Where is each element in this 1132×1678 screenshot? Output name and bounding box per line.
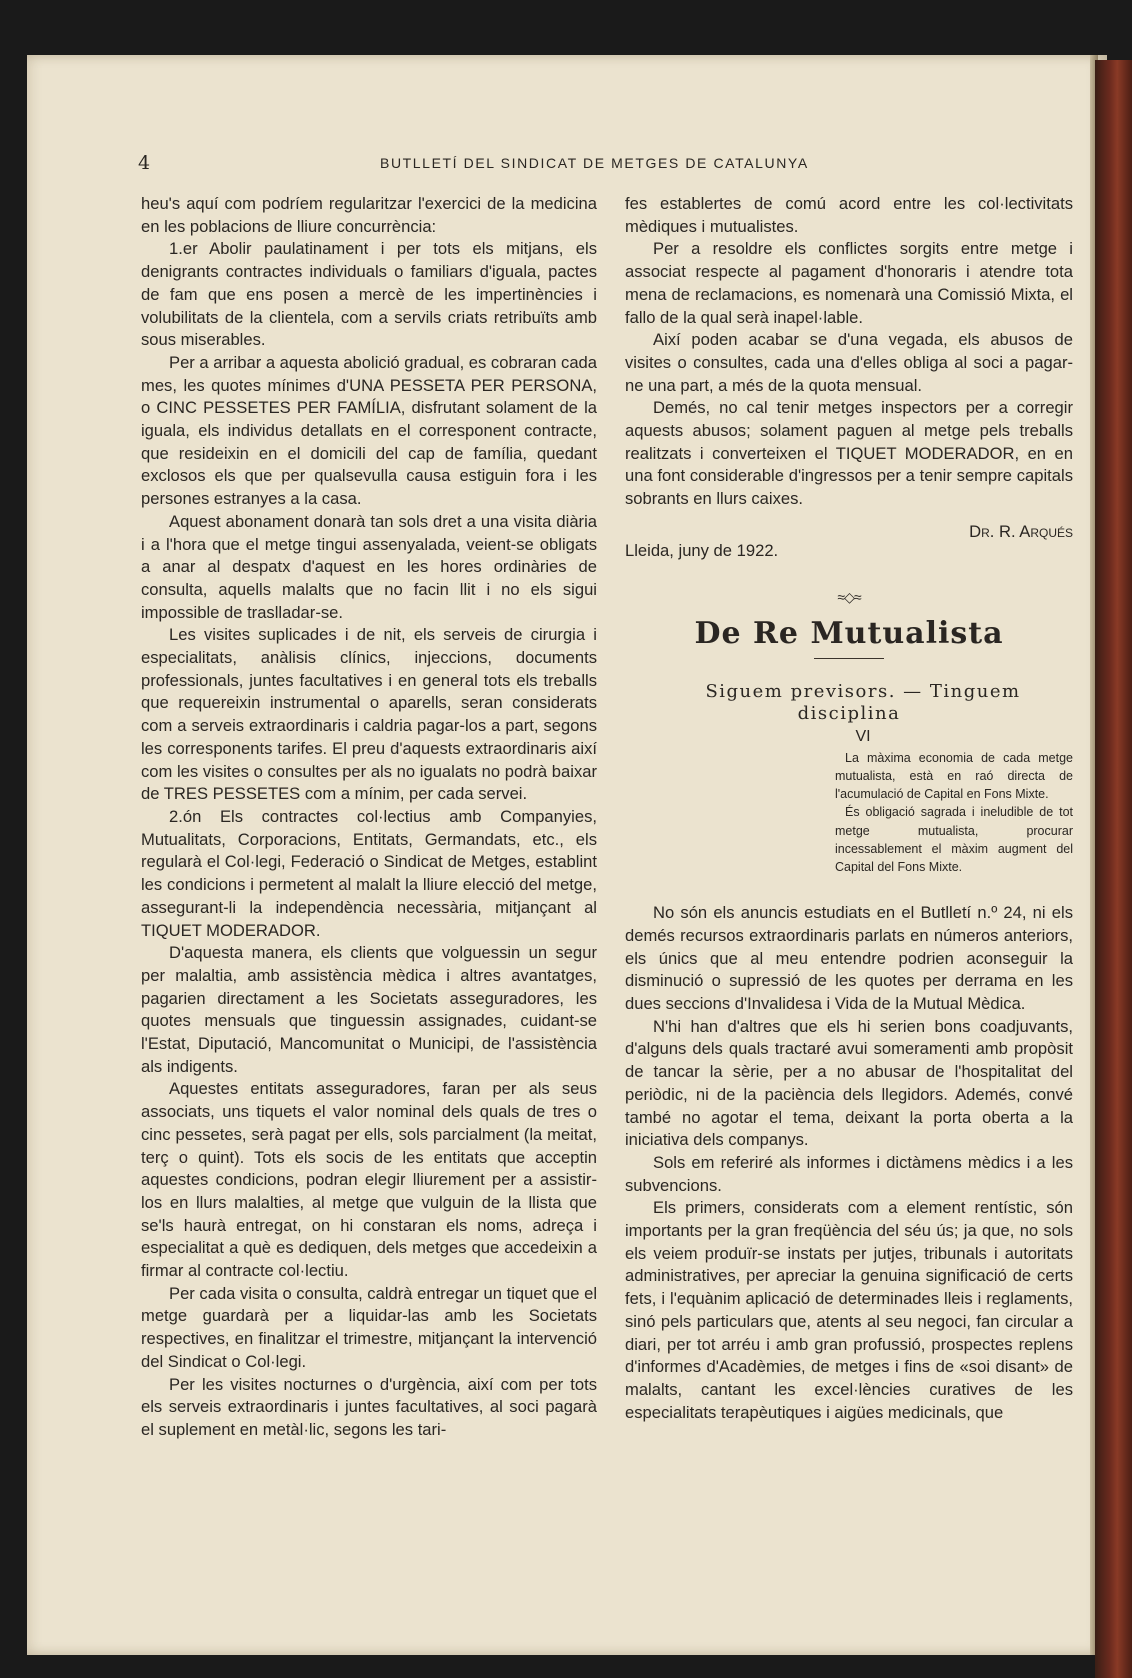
left-column [141, 193, 597, 1442]
article-title: De Re Mutualista [694, 615, 1004, 651]
epigraph-line: És obligació sagrada i ineludible de tot metge mutualista, procurar incessablement el màxim augment del Capital del Fons Mixte. [835, 805, 1073, 874]
page-number: 4 [138, 152, 151, 174]
paragraph: Per les visites nocturnes o d'urgència, així com per tots els serveis extraordinaris i juntes facultatives, al soci pagarà el suplement en metàl·lic, segons les tari- [141, 1374, 597, 1439]
epigraph [835, 749, 1073, 876]
paragraph: Per a resoldre els conflictes sorgits entre metge i associat respecte al pagament d'honoraris i atendre tota mena de reclamacions, es nomenarà una Comissió Mixta, el fallo de la qual serà inapel·lable. [625, 239, 1073, 327]
paragraph: fes establertes de comú acord entre les col·lectivitats mèdiques i mutualistes. [625, 194, 1073, 236]
paragraph: Les visites suplicades i de nit, els serveis de cirurgia i especialitats, anàlisis clínics, injeccions, documents professionals, juntes facultatives i en general tots els treballs que requereixin instrumental o aparells, seran considerats com a serveis extraordinaris i caldria pagar-los a part, segons les corresponents tarifes. El preu d'aquests extraordinaris així com les visites o consultes per als no igualats no podrà baixar de TRES PESSETES com a mínim, per cada servei. [141, 625, 597, 804]
paragraph: 2.ón Els contractes col·lectius amb Companyies, Mutualitats, Corporacions, Entitats, Germandats, etc., els regularà el Col·legi, Federació o Sindicat de Metges, establint les condicions i permetent al malalt la lliure elecció del metge, assegurant-li la independència necessària, mitjançant al TIQUET MODERADOR. [141, 806, 597, 940]
article-subtitle: Siguem previsors. — Tinguem disciplina [705, 680, 1021, 725]
paragraph: 1.er Abolir paulatinament i per tots els mitjans, els denigrants contractes individuals o familiars d'iguala, pactes de fam que ens posen a mercè de les impertinències i volubilitats de la clientela, com a servils criats retribuïts amb sous miserables. [141, 239, 597, 350]
paragraph: Aquest abonament donarà tan sols dret a una visita diària i a l'hora que el metge tingui assenyalada, veient-se obligats a anar al despatx d'aquest en les hores ordinàries de consulta, aquells malalts que no facin llit i no els sigui impossible de traslladar-se. [141, 511, 597, 622]
paragraph: Sols em referiré als informes i dictàmens mèdics i a les subvencions. [625, 1152, 1073, 1195]
paragraph: Per cada visita o consulta, caldrà entregar un tiquet que el metge guardarà per a liquidar-las amb les Societats respectives, en finalitzar el trimestre, mitjançant la intervenció del Sindicat o Col·legi. [141, 1283, 598, 1371]
title-rule [814, 658, 884, 659]
epigraph-line: La màxima economia de cada metge mutualista, està en raó directa de l'acumulació de Capital en Fons Mixte. [835, 750, 1073, 802]
paragraph: N'hi han d'altres que els hi serien bons coadjuvants, d'alguns dels quals tractaré avui someramenti amb propòsit de tancar la sèrie, per a no abusar de l'hospitalitat del periòdic, ni de la paciència dels llegidors. Ademés, convé també no agotar el tema, deixant la porta oberta a la iniciativa dels companys. [625, 1016, 1073, 1150]
running-header [0, 152, 1132, 176]
paragraph: Així poden acabar se d'una vegada, els abusos de visites o consultes, cada una d'elles obliga al soci a pagar-ne una part, a més de la quota mensual. [625, 330, 1073, 395]
article-body [625, 902, 1073, 1424]
paragraph: Els primers, considerats com a element rentístic, són importants per la gran freqüència del séu ús; ja que, no sols els veiem produïr-se instats per jutjes, tribunals i autoritats administratives, per apreciar la genuina significació de certs fets, i l'equànim aplicació de determinades lleis i reglaments, sinó pels particulars que, atents al seu negoci, fan circular a diari, per tot arréu i amb gran profussió, prospectes replens d'informes d'Acadèmies, de metges i fins de «soi disant» de malalts, cantant les excel·lències curatives de les especialitats terapèutiques i aigües medicinals, que [625, 1198, 1073, 1422]
paragraph: No són els anuncis estudiats en el Butlletí n.º 24, ni els demés recursos extraordinaris parlats en números anteriors, els únics que al meu entendre podrien aconseguir la disminució o supressió de les quotes per derrama en les dues seccions d'Invalidesa i Vida de la Mutual Mèdica. [625, 903, 1073, 1013]
book-spine [1095, 60, 1132, 1678]
paragraph: Per a arribar a aquesta abolició gradual, es cobraran cada mes, les quotes mínimes d'UNA PESSETA PER PERSONA, o CINC PESSETES PER FAMÍLIA, disfrutant solament de la iguala, els individus detallats en el corresponent contracte, que resideixin en el domicili del cap de família, quedant exclosos els que per qualsevulla causa estiguin fora i les persones estranyes a la casa. [141, 352, 598, 509]
paragraph: heu's aquí com podríem regularitzar l'exercici de la medicina en les poblacions de lliure concurrència: [141, 194, 597, 236]
ornament-divider: ≈◇≈ [837, 589, 861, 606]
section-number: VI [855, 728, 871, 746]
right-column [625, 193, 1073, 1424]
author-signature: Dr. R. Arqués [969, 521, 1073, 541]
paragraph: Demés, no cal tenir metges inspectors per a corregir aquests abusos; solament paguen al metge pels treballs realitzats i converteixen el TIQUET MODERADOR, en en una font considerable d'ingressos per a tenir sempre capitals sobrants en llurs caixes. [625, 398, 1073, 509]
paragraph: Aquestes entitats asseguradores, faran per als seus associats, uns tiquets el valor nominal dels quals de tres o cinc pessetes, serà pagat per ells, sols parcialment (la meitat, terç o quint). Tots els socis de les entitats que acceptin aquestes condicions, podran elegir lliurement per a assistir-los en llurs malalties, al metge que vulguin de la llista que se'ls haurà entregat, on hi constaran els noms, adreça i especialitat a què es dediquen, dels metges que accedeixin a firmar al contracte col·lectiu. [141, 1079, 597, 1281]
dateline: Lleida, juny de 1922. [625, 540, 779, 560]
paragraph: D'aquesta manera, els clients que volguessin un segur per malaltia, amb assistència mèdica i altres avantatges, pagarien directament a les Societats asseguradores, les quotes mensuals que tinguessin assignades, cuidant-se l'Estat, Diputació, Mancomunitat o Municipi, de l'assistència als indigents. [141, 943, 597, 1076]
journal-title: BUTLLETÍ DEL SINDICAT DE METGES DE CATALUNYA [380, 155, 809, 171]
